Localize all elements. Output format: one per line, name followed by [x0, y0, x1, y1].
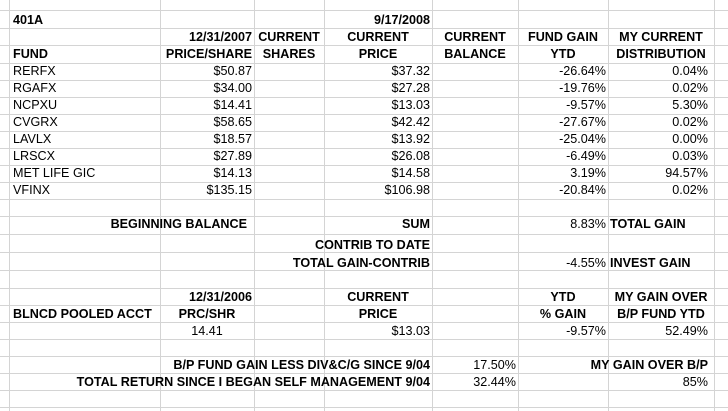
pooled-gain-pct: -9.57%: [566, 324, 606, 338]
pooled-ytd-header: YTD: [550, 290, 576, 304]
fund-name: RERFX: [13, 64, 56, 78]
price-share-header: PRICE/SHARE: [165, 47, 252, 61]
pooled-date-header: 12/31/2006: [188, 290, 252, 304]
pooled-my-gain-header: MY GAIN OVER: [614, 290, 708, 304]
pooled-price-2006: 14.41: [191, 324, 223, 338]
fund-price-2007: $27.89: [213, 149, 252, 163]
total-gain-label: TOTAL GAIN: [610, 217, 686, 231]
total-return-label: TOTAL RETURN SINCE I BEGAN SELF MANAGEMENT 9/04: [76, 375, 430, 389]
pooled-current-price: $13.03: [391, 324, 430, 338]
grid-row-line: [0, 234, 728, 235]
fund-gain-ytd: -25.04%: [559, 132, 606, 146]
fund-price-2007: $14.13: [213, 166, 252, 180]
fund-name: VFINX: [13, 183, 51, 197]
pooled-prc-shr-header: PRC/SHR: [178, 307, 236, 321]
fund-distribution: 0.03%: [672, 149, 708, 163]
fund-distribution: 5.30%: [672, 98, 708, 112]
fund-price-2007: $58.65: [213, 115, 252, 129]
fund-current-price: $42.42: [391, 115, 430, 129]
total-return-value: 32.44%: [473, 375, 516, 389]
beginning-balance-label: BEGINNING BALANCE: [110, 217, 247, 231]
fund-distribution: 0.02%: [672, 81, 708, 95]
sum-label: SUM: [402, 217, 430, 231]
grid-row-line: [0, 199, 728, 200]
fund-column-header: FUND: [13, 47, 48, 61]
gain-ytd-header: YTD: [550, 47, 576, 61]
fund-gain-ytd: -9.57%: [566, 98, 606, 112]
fund-price-2007: $135.15: [206, 183, 252, 197]
fund-current-price: $26.08: [391, 149, 430, 163]
fund-price-2007: $18.57: [213, 132, 252, 146]
fund-current-price: $13.92: [391, 132, 430, 146]
grid-row-line: [0, 407, 728, 408]
fund-gain-ytd: -19.76%: [559, 81, 606, 95]
balance-header: BALANCE: [444, 47, 506, 61]
invest-gain-value: -4.55%: [566, 256, 606, 270]
fund-gain-ytd: -27.67%: [559, 115, 606, 129]
fund-distribution: 0.04%: [672, 64, 708, 78]
balance-top-header: CURRENT: [444, 30, 506, 44]
pooled-price-header: PRICE: [358, 307, 398, 321]
grid-column-line: [714, 0, 715, 411]
fund-current-price: $27.28: [391, 81, 430, 95]
pooled-pct-gain-header: % GAIN: [539, 307, 587, 321]
current-top-header: CURRENT: [347, 30, 409, 44]
fund-price-2007: $14.41: [213, 98, 252, 112]
pooled-bp-fund-header: B/P FUND YTD: [617, 307, 705, 321]
pooled-account-name: BLNCD POOLED ACCT: [13, 307, 152, 321]
shares-top-header: CURRENT: [258, 30, 320, 44]
fund-name: MET LIFE GIC: [13, 166, 96, 180]
fund-current-price: $14.58: [391, 166, 430, 180]
fund-name: LAVLX: [13, 132, 52, 146]
fund-current-price: $13.03: [391, 98, 430, 112]
fund-name: NCPXU: [13, 98, 58, 112]
fund-distribution: 0.00%: [672, 132, 708, 146]
pooled-my-gain: 52.49%: [665, 324, 708, 338]
current-date-header: 9/17/2008: [373, 13, 430, 27]
fund-name: CVGRX: [13, 115, 58, 129]
fund-name: RGAFX: [13, 81, 57, 95]
price-date-header: 12/31/2007: [188, 30, 252, 44]
my-gain-over-bp-label: MY GAIN OVER B/P: [590, 358, 708, 372]
fund-distribution: 0.02%: [672, 115, 708, 129]
bp-fund-gain-value: 17.50%: [473, 358, 516, 372]
fund-gain-ytd: 3.19%: [570, 166, 606, 180]
fund-current-price: $37.32: [391, 64, 430, 78]
gain-top-header: FUND GAIN: [528, 30, 598, 44]
contrib-to-date-label: CONTRIB TO DATE: [315, 238, 430, 252]
fund-distribution: 0.02%: [672, 183, 708, 197]
invest-gain-label: INVEST GAIN: [610, 256, 691, 270]
fund-current-price: $106.98: [384, 183, 430, 197]
fund-gain-ytd: -6.49%: [566, 149, 606, 163]
shares-header: SHARES: [262, 47, 316, 61]
total-gain-value: 8.83%: [570, 217, 606, 231]
total-gain-contrib-label: TOTAL GAIN-CONTRIB: [292, 256, 430, 270]
fund-distribution: 94.57%: [665, 166, 708, 180]
grid-row-line: [0, 10, 728, 11]
sheet-title: 401A: [13, 13, 44, 27]
bp-fund-gain-label: B/P FUND GAIN LESS DIV&C/G SINCE 9/04: [173, 358, 430, 372]
fund-gain-ytd: -26.64%: [559, 64, 606, 78]
distribution-header: DISTRIBUTION: [616, 47, 706, 61]
pooled-current-header: CURRENT: [347, 290, 409, 304]
distribution-top-header: MY CURRENT: [619, 30, 703, 44]
my-gain-over-bp-value: 85%: [682, 375, 708, 389]
fund-gain-ytd: -20.84%: [559, 183, 606, 197]
grid-column-line: [9, 0, 10, 411]
fund-price-2007: $34.00: [213, 81, 252, 95]
current-price-header: PRICE: [358, 47, 398, 61]
fund-name: LRSCX: [13, 149, 55, 163]
fund-price-2007: $50.87: [213, 64, 252, 78]
